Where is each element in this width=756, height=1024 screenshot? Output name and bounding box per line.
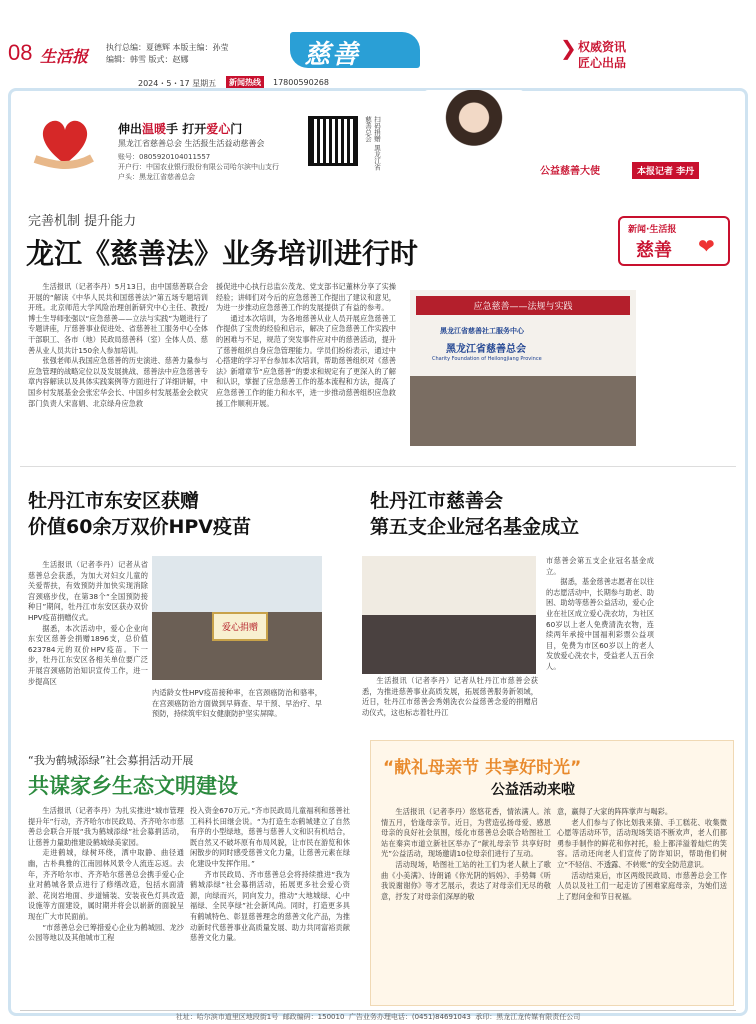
footer: 社址：哈尔滨市道里区地段街1号 邮政编码：150010 广告业务办理电话：(0451)84691043 承印：黑龙江龙传媒有限责任公司 (20, 1010, 736, 1022)
ad-bank: 开户行：中国农业银行股份有限公司哈尔滨中山支行 (118, 163, 279, 171)
article-3-title-1: 牡丹江市慈善会 (370, 490, 504, 512)
qr-caption: 扫码捐赠 黑龙江省慈善总会 (364, 116, 381, 171)
reporter-label: 本报记者 李丹 (632, 162, 699, 179)
photo-banner: 应急慈善——法规与实践 (416, 296, 630, 315)
hotline-number: 17800590268 (273, 78, 329, 87)
article-1-title: 龙江《慈善法》业务培训进行时 (26, 237, 419, 270)
photo-board: 爱心捐赠 (212, 612, 268, 641)
badge-heart-icon: ❤ (698, 234, 715, 258)
article-5-col-1: 生活报讯（记者李丹）悠悠花香，情浓满人。浓情五月，恰逢母亲节。近日，为营造弘扬母爱、感恩母亲的良好社会氛围，绥化市慈善总会联合哈图社工站在秦宾市道立新社区举办了“献礼母亲节 共享好时光”公益活动，现场邀请10位母亲们进行了互动。 活动现场，哈图社工站的社工们为老人献上了歌曲《小美满》、诗朗诵《你光阴的妈妈》、手势舞《听我说谢谢你》等才艺展示，表达了对母亲们无尽的敬意，抒发了对母亲们深厚的敬 (381, 807, 551, 901)
editor-line-2: 编辑：韩雪 版式：赵娜 (106, 55, 189, 64)
section-title: 慈善 (304, 40, 361, 70)
page-number: 08 (8, 40, 33, 65)
article-5-title-1: “献礼母亲节 共享好时光” (383, 758, 582, 778)
badge-section: 慈善 (636, 240, 672, 261)
ad-org: 黑龙江省慈善总会 生活报生活益动慈善会 (118, 139, 265, 148)
article-1-photo (410, 290, 636, 446)
article-1-col-2: 援促进中心执行总监公茂龙、党支部书记董林分享了实操经验；讲师们对今后的应急慈善工作提出了建议和意见，为进一步推动应急慈善工作的发展提供了有益的参考。 通过本次培训，为各地慈善从业人员开展应急慈善工作提供了宝贵的经验和启示，解决了应急慈善工作实践中的困难与不足，规范了突发事件应对中的慈善活动，提升了慈善组织自身应急管理能力。学员们纷纷表示，通过中心搭建的学习平台参加本次培训，帮助慈善组织对《慈善法》新增章节“应急慈善”的要求和规定有了更深入的了解和认识，掌握了应急慈善工作的基本流程和方法，提高了应急慈善工作的能力和水平，进一步推动慈善组织应急救援工作顺利开展。 (216, 282, 396, 408)
article-4-col-1: 生活报讯（记者李丹）为扎实推进“城市管理提升年”行动，齐齐哈尔市民政局、齐齐哈尔市慈善总会联合开展“我为鹤城添绿”社会募捐活动，让慈善力量助推建设鹤城绿美家园。 走进鹤城，绿树环绕，洒中取静、曲径通幽，古朴典雅的江南园林风景令人流连忘返。去年，齐齐哈尔市、齐齐哈尔慈善总会携手爱心企业对鹤城各景点进行了修缮改造，包括水面清淤、花岗岩地面、步道铺装、安装夜色灯具改造设施等方面建设，属时期并将会以崭新的面貌呈现在广大市民面前。 “市慈善总会已筹措爱心企业为鹤城园、龙沙公园等地以及其他城市工程 (28, 806, 184, 943)
article-5-box (370, 740, 734, 1006)
charity-ad (16, 96, 740, 192)
article-1-badge (618, 216, 730, 266)
editor-line-1: 执行总编：夏德辉 本版主编：孙莹 (106, 43, 229, 52)
photo-sign-1: 黑龙江省慈善社工服务中心 (440, 327, 524, 335)
article-3-col-right: 市慈善会第五支企业冠名基金成立。 据悉，基金慈善志愿者在以往的志愿活动中，长期参与助老、助困、助幼等慈善公益活动，爱心企业在社区成立爱心洗衣坊，为社区60岁以上老人免费清洗衣物，连续两年承接中国福利彩票公益项目，免费为市区60岁以上的老人发放爱心洗衣卡，受益老人五百余人。 (546, 556, 654, 671)
article-2-photo (152, 556, 322, 680)
slogan-arrow-icon: ❯ (560, 36, 577, 60)
slogan-2: 匠心出品 (578, 56, 627, 70)
article-1-col-1: 生活报讯（记者李丹）5月13日，由中国慈善联合会开展的“解读《中华人民共和国慈善法》”第五场专题培训开班。北京师范大学风险治理创新研究中心主任、教授/博士生导师张强以“应急慈善——立法与实践”为题进行了专题讲座，厅慈善事业促进处、省慈善社工服务中心全体干部职工、各市（地）民政局慈善科（室）全体人员、慈善从业人员共计150余人参加培训。 张强老师从我国应急慈善的历史演进、慈善力量参与应急管理的战略定位以及发展挑战、慈善法中应急慈善专章内容解读以及具体实践案例等方面进行了详细讲解，中国乡村发展基金会张宏华会长、中国乡村发展基金会救灾部门负责人宋喜娟、北京绿舟应急救 (28, 282, 208, 408)
article-2-title-1: 牡丹江市东安区获赠 (28, 490, 200, 512)
article-4-col-2: 投入资金670万元。”齐市民政局儿童福利和慈善社工科科长田继会说。“为打造生态鹤城建立了自然有序的小型绿地，慈善与慈善人文和识有机结合，既自然又不破坏原有布局风貌，让市民在游览和休闲散步的同时感受慈善文化力量，让慈善元素在绿化建设中发挥作用。” 齐市民政局、齐市慈善总会将持续推进“我为鹤城添绿”社会募捐活动，拓展更多社会爱心资源，向绿而兴，同向发力，推动“大地城绿、心中福绿、全民享绿”社会新风尚。同时，打造更多具有鹤城特色、彰显慈善理念的慈善文化产品，为推动新时代慈善事业高质量发展、助力共同富裕贡献慈善文化力量。 (190, 806, 350, 943)
article-2-title-2: 价值60余万双价HPV疫苗 (28, 516, 251, 538)
heart-hand-icon (30, 104, 100, 174)
article-1-kicker: 完善机制 提升能力 (28, 214, 137, 229)
article-5-col-2: 意，赢得了大家的阵阵掌声与喝彩。 老人们参与了你比划我来猜、手工糕花、收集微心愿等活动环节，活动现场笑语不断欢声，老人们都勇参手制作的鲜花和你衬托，验上都洋溢着灿烂的笑容。活动还向老人们宣传了防诈知识，帮助他们树立“不轻信、不透露、不转账”的安全防范意识。 活动结束后，市区两级民政局、市慈善总会工作人员以及社工们一起走访了困难家庭母亲，为她们送上了慰问金和节日祝福。 (557, 807, 727, 901)
article-4-title: 共谋家乡生态文明建设 (28, 774, 238, 798)
article-3-photo (362, 556, 536, 674)
article-5-title-2: 公益活动来啦 (491, 782, 575, 798)
ambassador-photo (424, 90, 524, 182)
ad-holder: 户头：黑龙江省慈善总会 (118, 173, 195, 181)
issue-date: 2024・5・17 星期五 (138, 79, 217, 88)
photo-sign-3: Charity Foundation of Heilongjiang Province (432, 356, 542, 362)
masthead (8, 32, 748, 92)
ad-account: 账号：0805920104011557 (118, 153, 211, 161)
qr-code (308, 116, 358, 166)
divider (20, 466, 736, 467)
article-3-title-2: 第五支企业冠名基金成立 (370, 516, 580, 538)
hotline-label: 新闻热线 (226, 76, 264, 89)
badge-paper: 新闻·生活报 (628, 225, 677, 235)
article-2-col-1: 生活报讯（记者李丹）记者从省慈善总会获悉，为加大对妇女儿童的关爱帮扶，有效预防并加快实现消除宫颈癌步伐，在第38个“全国预防接种日”期间，牡丹江市东安区获办双价HPV疫苗捐赠仪式。 据悉，本次活动中，爱心企业向东安区慈善会捐赠1896支，总价值623784元的双价HPV疫苗。下一步，牡丹江东安区各相关单位要广泛开展宫颈癌防治知识宣传工作，进一步提高区 (28, 560, 148, 686)
article-2-col-2: 内适龄女性HPV疫苗接种率，在宫颈癌防治和骆率，在宫颈癌防治方面做到早筛查、早干预、早治疗、早预防，持续筑牢妇女健康防护坚实屏障。 (152, 688, 322, 719)
paper-logo: 生活报 (40, 47, 89, 66)
photo-sign-2: 黑龙江省慈善总会 (446, 344, 526, 355)
slogan-1: 权威资讯 (578, 40, 627, 54)
ad-headline: 伸出温暖手 打开爱心门 (118, 122, 243, 136)
ambassador-label: 公益慈善大使 (540, 166, 600, 177)
article-3-col-bottom: 生活报讯（记者李丹）记者从牡丹江市慈善会获悉，为推进慈善事业高质发展，拓展慈善服务新领域，近日，牡丹江市慈善会秀娟洗衣公益慈善念爱的捐赠启动仪式，这也标志着牡丹江 (362, 676, 538, 717)
article-4-kicker: “我为鹤城添绿”社会募捐活动开展 (28, 754, 194, 767)
